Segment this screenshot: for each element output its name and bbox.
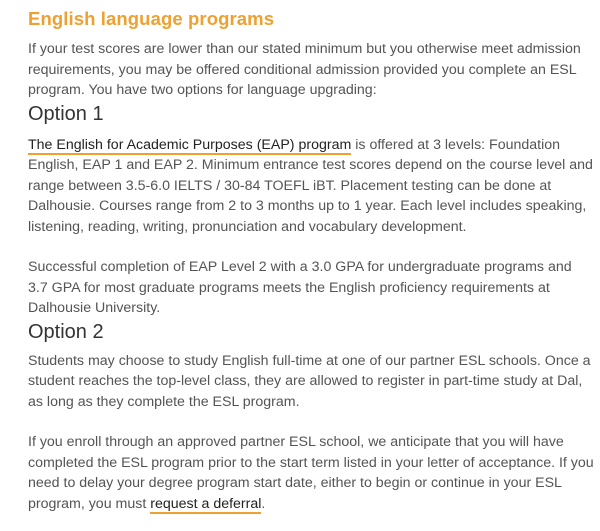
option-2-description: Students may choose to study English full-time at one of our partner ESL schools. Once a student reaches the top-level class, they are allowed to register in part-time study at Dal, as long as they complete the ESL program. <box>28 352 591 410</box>
main-content <box>28 6 594 514</box>
eap-program-link[interactable]: The English for Academic Purposes (EAP) program <box>28 136 352 153</box>
page-title: English language programs <box>28 8 275 29</box>
option-1-description-text: is offered at 3 levels: Foundation English, EAP 1 and EAP 2. Minimum entrance test scores depend on the course level and range between 3.5-6.0 IELTS / 30-84 TOEFL iBT. Placement testing can be done at Dalhousie. Courses range from 2 to 3 months up to 1 year. Each level includes speaking, listening, reading, writing, pronunciation and vocabulary development. <box>28 136 593 235</box>
deferral-text-end: . <box>261 495 266 512</box>
option-1-heading: Option 1 <box>28 102 104 125</box>
option-2-heading: Option 2 <box>28 320 104 343</box>
option-1-completion-paragraph: Successful completion of EAP Level 2 with a 3.0 GPA for undergraduate programs and 3.7 GPA for most graduate programs meets the English proficiency requirements at Dalhousie University. <box>28 259 572 316</box>
option-2-deferral-paragraph <box>28 432 594 514</box>
intro-paragraph: If your test scores are lower than our stated minimum but you otherwise meet admission requirements, you may be offered conditional admission provided you complete an ESL program. You have two options for language upgrading: <box>28 41 581 98</box>
request-deferral-link[interactable]: request a deferral <box>150 495 262 512</box>
deferral-text-start: If you enroll through an approved partner ESL school, we anticipate that you will have completed the ESL program prior to the start term listed in your letter of acceptance. If you need to delay your degree program start date, either to begin or continue in your ESL program, you must <box>28 434 594 512</box>
option-1-description <box>28 135 594 238</box>
